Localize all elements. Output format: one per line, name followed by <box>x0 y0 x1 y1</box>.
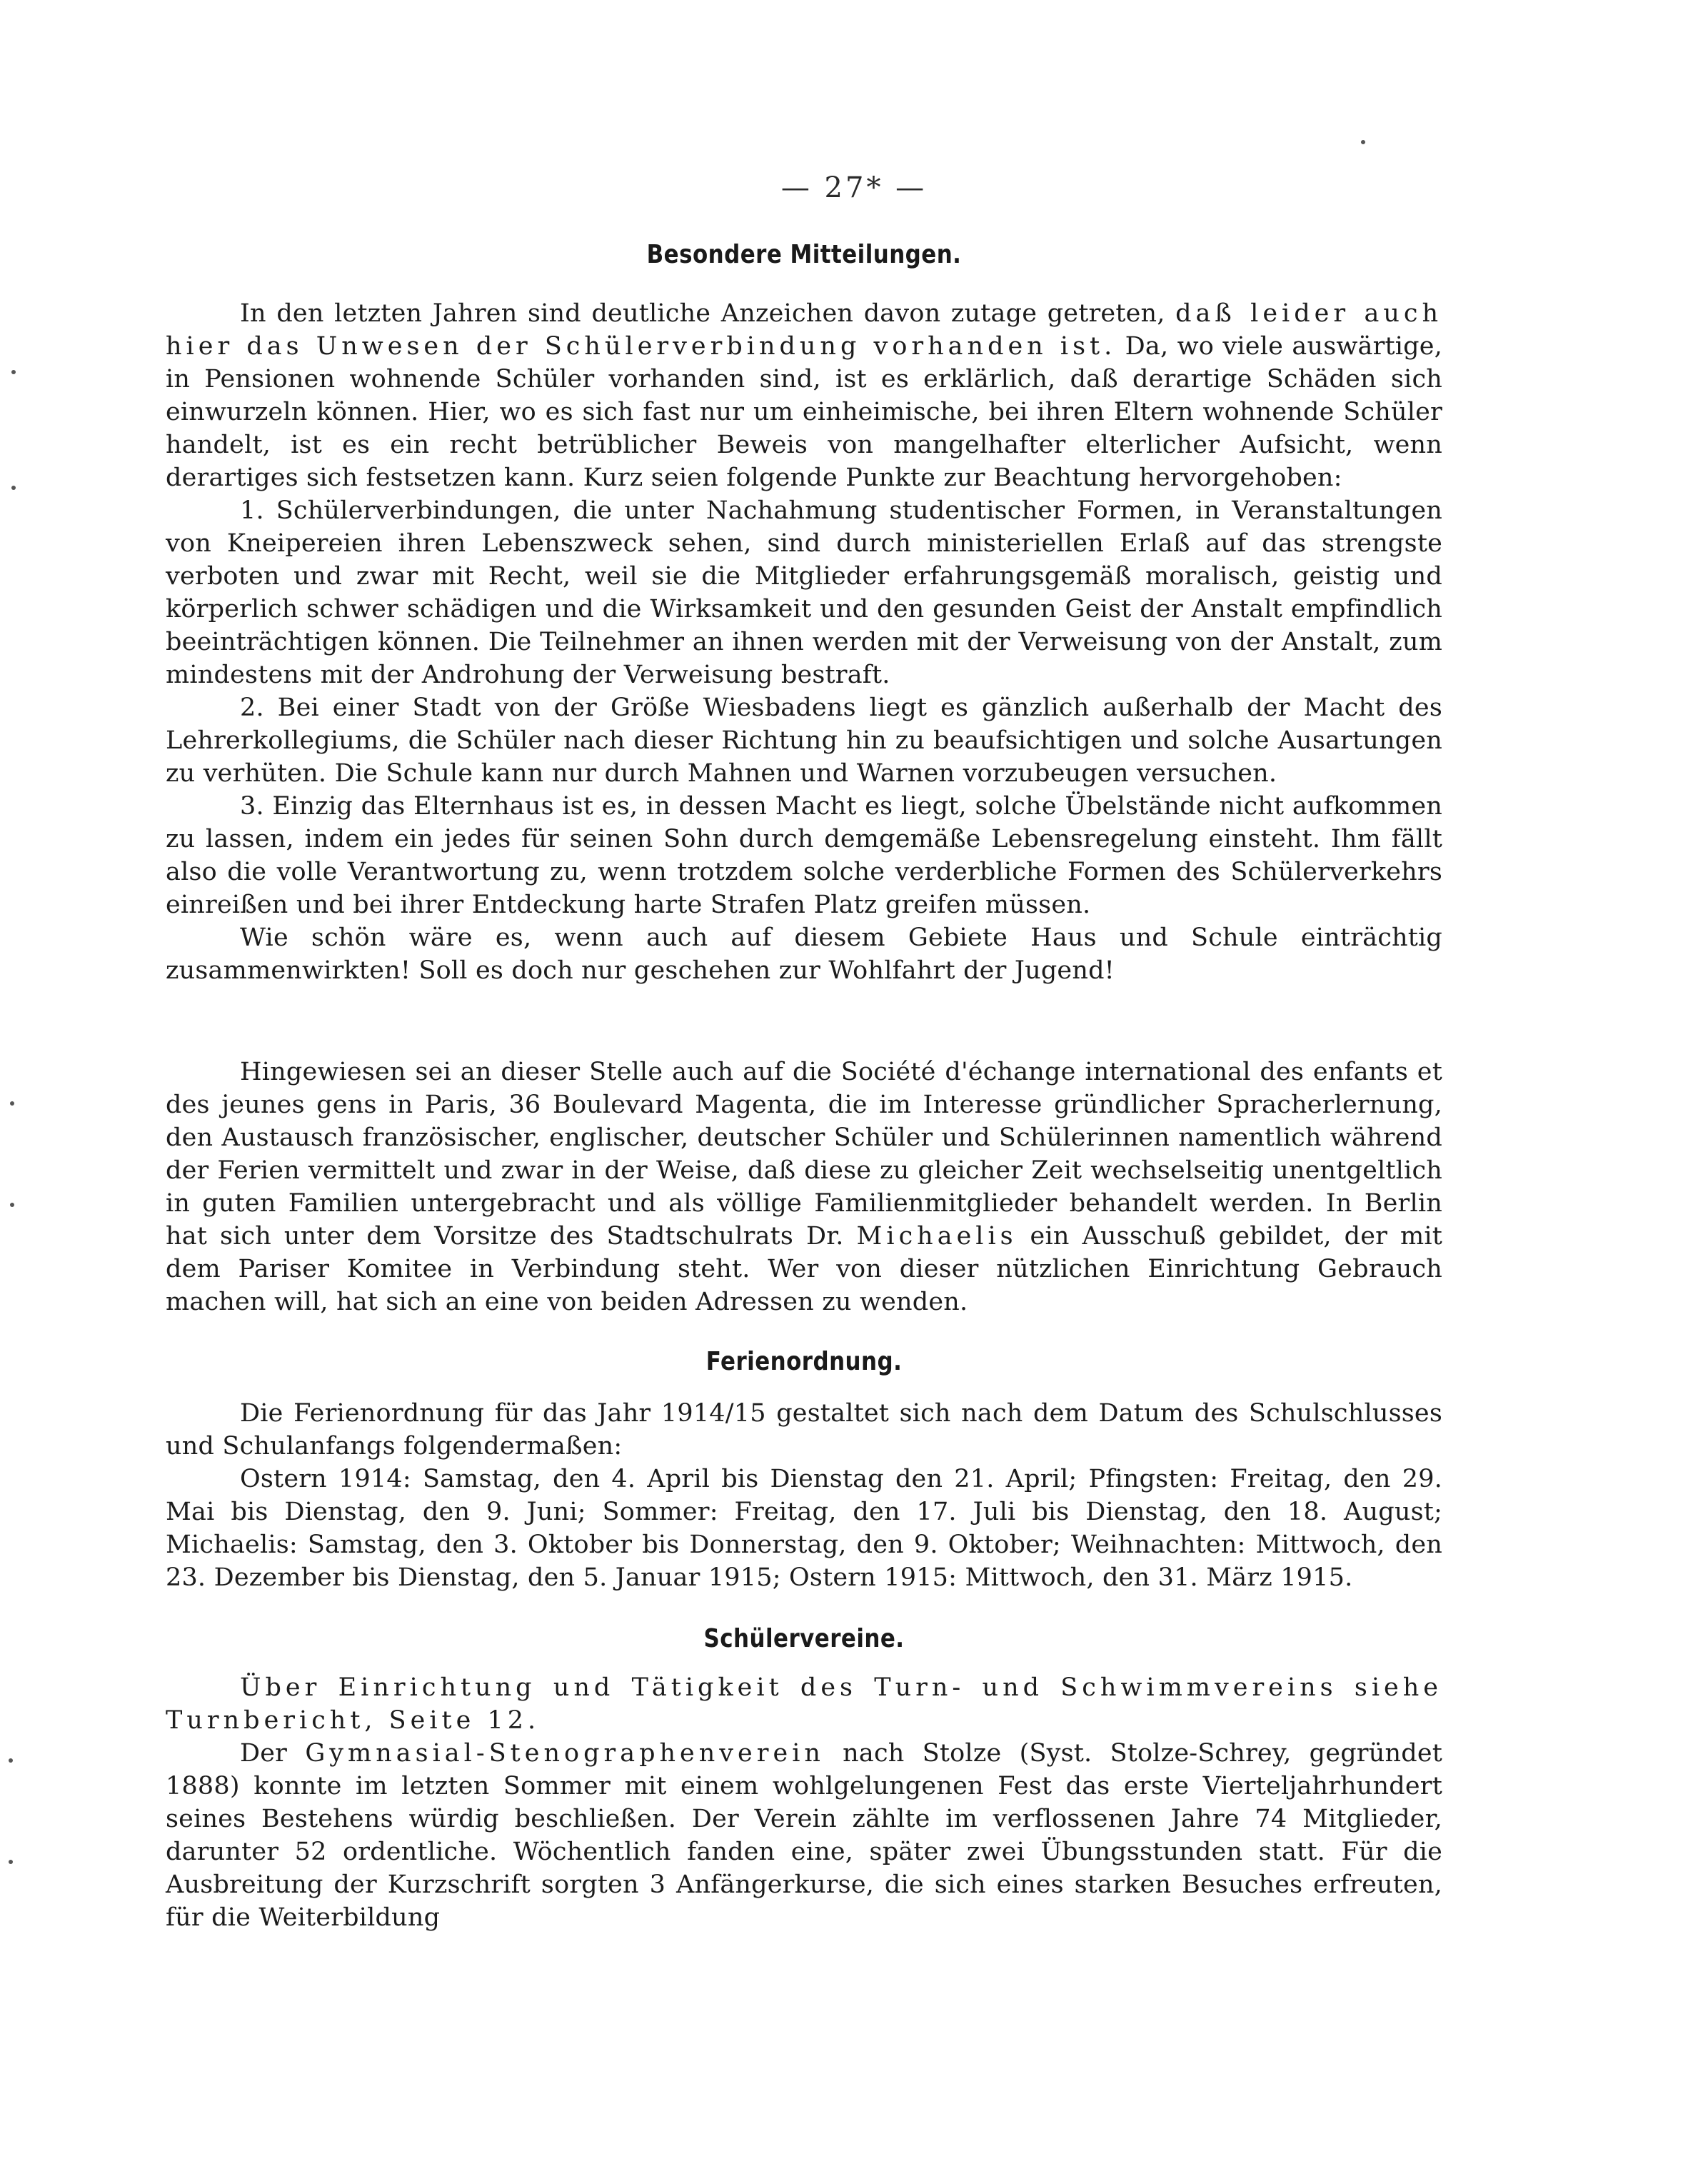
scan-speck <box>9 1860 13 1864</box>
societe-paragraph <box>166 1056 1442 1318</box>
heading-besondere-mitteilungen: Besondere Mitteilungen. <box>646 240 962 269</box>
societe-text-after: ein Ausschuß gebildet, der mit dem Pariser Komitee in Verbindung steht. Wer von dieser nützlichen Einrichtung Gebrauch machen will, hat sich an eine von beiden Adressen zu wenden. <box>166 1222 1443 1316</box>
point-1-paragraph: 1. Schülerverbindungen, die unter Nachahmung studentischer Formen, in Veranstaltungen von Kneipereien ihren Lebenszweck sehen, sind durch ministeriellen Erlaß auf das strengste verboten und zwar mit Recht, weil sie die Mitglieder erfahrungsgemäß moralisch, geistig und körperlich schwer schädigen und die Wirksamkeit und den gesunden Geist der Anstalt empfindlich beeinträchtigen können. Die Teilnehmer an ihnen werden mit der Verweisung von der Anstalt, zum mindestens mit der Androhung der Verweisung bestraft. <box>166 496 1442 689</box>
page-number: — 27* — <box>780 171 928 204</box>
ferienordnung-intro: Die Ferienordnung für das Jahr 1914/15 gestaltet sich nach dem Datum des Schulschlusses und Schulanfangs folgendermaßen: <box>166 1399 1442 1461</box>
ferienordnung-dates: Ostern 1914: Samstag, den 4. April bis Dienstag den 21. April; Pfingsten: Freitag, den 29. Mai bis Dienstag, den 9. Juni; Sommer: Freitag, den 17. Juli bis Dienstag, den 18. August; Michaelis: Samstag, den 3. Oktober bis Donnerstag, den 9. Oktober; Weihnachten: Mittwoch, den 23. Dezember bis Dienstag, den 5. Januar 1915; Ostern 1915: Mittwoch, den 31. März 1915. <box>166 1465 1442 1592</box>
steno-rest-text: nach Stolze (Syst. Stolze-Schrey, gegründet 1888) konnte im letzten Sommer mit einem wohlgelungenen Fest das erste Vierteljahrhundert seines Bestehens würdig beschließen. Der Verein zählte im verflossenen Jahre 74 Mitglieder, darunter 52 ordentliche. Wöchentlich fanden eine, später zwei Übungsstunden statt. Für die Ausbreitung der Kurzschrift sorgten 3 Anfängerkurse, die sich eines starken Besuches erfreuten, für die Weiterbildung <box>166 1739 1442 1932</box>
heading-schuelervereine: Schülervereine. <box>703 1624 905 1653</box>
stenographenverein-paragraph <box>166 1737 1442 1934</box>
intro-emphasis-text: daß leider auch hier das Unwesen der Schülerverbindung vorhanden ist. <box>166 299 1443 361</box>
point-3-paragraph: 3. Einzig das Elternhaus ist es, in dessen Macht es liegt, solche Übelstände nicht aufkommen zu lassen, indem ein jedes für seinen Sohn durch demgemäße Lebensregelung einsteht. Ihm fällt also die volle Verantwortung zu, wenn trotzdem solche verderbliche Formen des Schülerverkehrs einreißen und bei ihrer Entdeckung harte Strafen Platz greifen müssen. <box>166 792 1442 919</box>
section-ferienordnung <box>166 1397 1442 1594</box>
section-schuelervereine <box>166 1671 1442 1934</box>
heading-ferienordnung: Ferienordnung. <box>705 1347 903 1376</box>
intro-paragraph <box>166 297 1442 494</box>
section-societe-echange <box>166 1056 1442 1318</box>
point-2-paragraph: 2. Bei einer Stadt von der Größe Wiesbadens liegt es gänzlich außerhalb der Macht des Lehrerkollegiums, die Schüler nach dieser Richtung hin zu beaufsichtigen und solche Ausartungen zu verhüten. Die Schule kann nur durch Mahnen und Warnen vorzubeugen versuchen. <box>166 693 1442 788</box>
intro-rest-text: Da, wo viele auswärtige, in Pensionen wohnende Schüler vorhanden sind, ist es erklärlich, daß derartige Schäden sich einwurzeln können. Hier, wo es sich fast nur um einheimische, bei ihren Eltern wohnende Schüler handelt, ist es ein recht betrüblicher Beweis von mangelhafter elterlicher Aufsicht, wenn derartiges sich festsetzen kann. Kurz seien folgende Punkte zur Beachtung hervorgehoben: <box>166 332 1443 492</box>
turnverein-paragraph: Über Einrichtung und Tätigkeit des Turn- und Schwimmvereins siehe Turnbericht, Seite 12. <box>166 1673 1442 1735</box>
closing-paragraph: Wie schön wäre es, wenn auch auf diesem Gebiete Haus und Schule einträchtig zusammenwirkten! Soll es doch nur geschehen zur Wohlfahrt der Jugend! <box>166 923 1442 985</box>
steno-lead-text: Der <box>240 1739 288 1768</box>
societe-text-before: Hingewiesen sei an dieser Stelle auch auf die Société d'échange international des enfants et des jeunes gens in Paris, 36 Boulevard Magenta, die im Interesse gründlicher Spracherlernung, den Austausch französischer, englischer, deutscher Schüler und Schülerinnen namentlich während der Ferien vermittelt und zwar in der Weise, daß diese zu gleicher Zeit wechselseitig unentgeltlich in guten Familien untergebracht und als völlige Familienmitglieder behandelt werden. In Berlin hat sich unter dem Vorsitze des Stadtschulrats Dr. <box>166 1058 1442 1251</box>
scan-speck <box>9 1758 13 1763</box>
scan-speck <box>10 1101 14 1106</box>
scan-speck <box>11 486 16 490</box>
michaelis-name: Michaelis <box>856 1222 1018 1251</box>
scan-speck <box>1361 140 1365 144</box>
section-besondere-mitteilungen <box>166 297 1442 987</box>
scan-speck <box>11 370 16 374</box>
intro-lead-text: In den letzten Jahren sind deutliche Anzeichen davon zutage getreten, <box>240 299 1165 328</box>
scan-speck <box>10 1203 14 1207</box>
steno-club-name: Gymnasial-Stenographenverein <box>305 1739 825 1768</box>
